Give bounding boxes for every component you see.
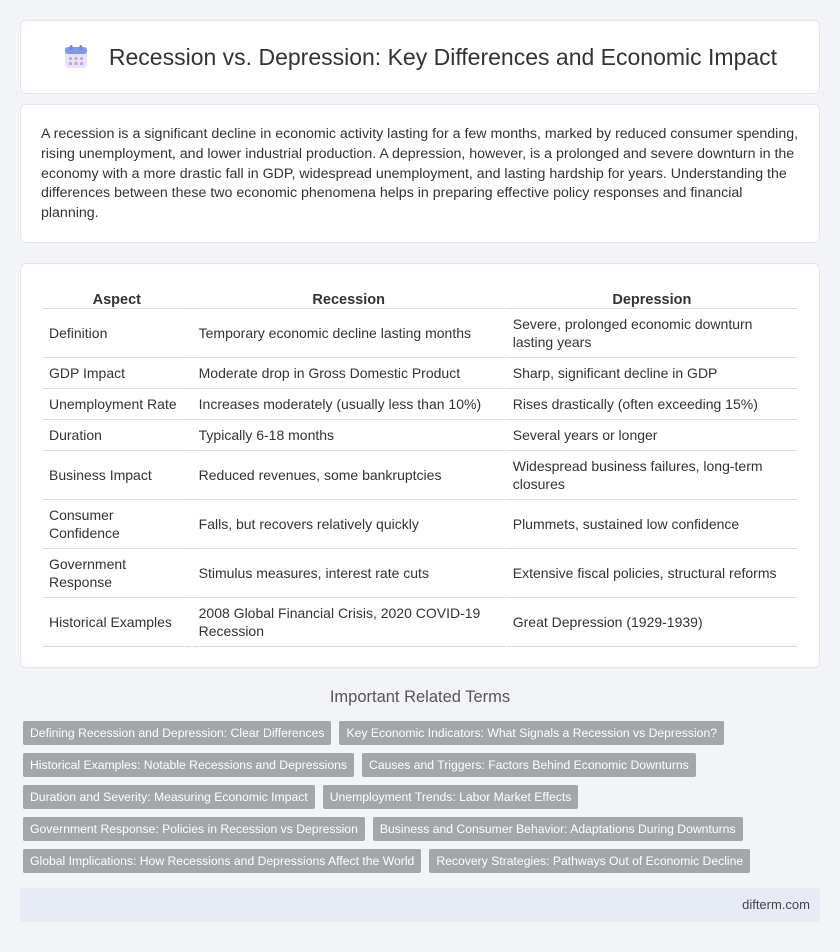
related-terms-list xyxy=(23,721,823,881)
cell-aspect: Business Impact xyxy=(43,451,191,500)
cell-recession: 2008 Global Financial Crisis, 2020 COVID-19 Recession xyxy=(193,598,505,647)
cell-recession: Temporary economic decline lasting months xyxy=(193,309,505,358)
header-aspect: Aspect xyxy=(43,286,191,309)
cell-aspect: Unemployment Rate xyxy=(43,389,191,420)
cell-depression: Extensive fiscal policies, structural reforms xyxy=(507,549,797,598)
related-terms-row xyxy=(23,753,823,777)
related-term-link[interactable]: Unemployment Trends: Labor Market Effects xyxy=(323,785,579,809)
intro-section xyxy=(20,104,820,243)
cell-recession: Stimulus measures, interest rate cuts xyxy=(193,549,505,598)
cell-depression: Severe, prolonged economic downturn lasting years xyxy=(507,309,797,358)
table-header-row xyxy=(43,286,797,309)
page-header xyxy=(20,20,820,94)
cell-depression: Great Depression (1929-1939) xyxy=(507,598,797,647)
table-row xyxy=(43,309,797,358)
cell-depression: Plummets, sustained low confidence xyxy=(507,500,797,549)
related-terms-title: Important Related Terms xyxy=(329,688,511,706)
intro-text: A recession is a significant decline in economic activity lasting for a few months, marked by reduced consumer spending, rising unemployment, and lower industrial production. A depression, however, is a prolonged and severe downturn in the economy with a more drastic fall in GDP, widespread unemployment, and lasting hardship for years. Understanding the differences between these two economic phenomena helps in preparing effective policy responses and financial planning. xyxy=(41,126,799,222)
cell-recession: Typically 6-18 months xyxy=(193,420,505,451)
cell-recession: Moderate drop in Gross Domestic Product xyxy=(193,358,505,389)
cell-aspect: Consumer Confidence xyxy=(43,500,191,549)
related-term-link[interactable]: Recovery Strategies: Pathways Out of Economic Decline xyxy=(429,849,750,873)
cell-recession: Reduced revenues, some bankruptcies xyxy=(193,451,505,500)
header-recession: Recession xyxy=(193,286,505,309)
related-term-link[interactable]: Key Economic Indicators: What Signals a Recession vs Depression? xyxy=(339,721,724,745)
footer-site-link[interactable]: difterm.com xyxy=(742,897,810,912)
related-term-link[interactable]: Duration and Severity: Measuring Economic Impact xyxy=(23,785,315,809)
page-footer xyxy=(20,888,820,922)
page-title: Recession vs. Depression: Key Differences and Economic Impact xyxy=(108,43,778,70)
related-term-link[interactable]: Business and Consumer Behavior: Adaptations During Downturns xyxy=(373,817,743,841)
cell-aspect: GDP Impact xyxy=(43,358,191,389)
cell-depression: Rises drastically (often exceeding 15%) xyxy=(507,389,797,420)
related-term-link[interactable]: Government Response: Policies in Recession vs Depression xyxy=(23,817,365,841)
cell-aspect: Historical Examples xyxy=(43,598,191,647)
cell-aspect: Duration xyxy=(43,420,191,451)
table-row xyxy=(43,598,797,647)
related-terms-row xyxy=(23,721,823,745)
related-term-link[interactable]: Causes and Triggers: Factors Behind Economic Downturns xyxy=(362,753,696,777)
table-row xyxy=(43,389,797,420)
cell-aspect: Definition xyxy=(43,309,191,358)
cell-recession: Increases moderately (usually less than 10%) xyxy=(193,389,505,420)
related-term-link[interactable]: Global Implications: How Recessions and Depressions Affect the World xyxy=(23,849,421,873)
table-row xyxy=(43,549,797,598)
cell-depression: Several years or longer xyxy=(507,420,797,451)
calendar-icon xyxy=(63,44,89,70)
table-row xyxy=(43,451,797,500)
related-terms-row xyxy=(23,817,823,841)
related-term-link[interactable]: Defining Recession and Depression: Clear Differences xyxy=(23,721,331,745)
related-term-link[interactable]: Historical Examples: Notable Recessions and Depressions xyxy=(23,753,354,777)
table-row xyxy=(43,500,797,549)
comparison-table xyxy=(41,286,799,647)
table-row xyxy=(43,420,797,451)
cell-depression: Widespread business failures, long-term closures xyxy=(507,451,797,500)
related-terms-row xyxy=(23,785,823,809)
comparison-table-card xyxy=(20,263,820,668)
header-depression: Depression xyxy=(507,286,797,309)
cell-aspect: Government Response xyxy=(43,549,191,598)
cell-recession: Falls, but recovers relatively quickly xyxy=(193,500,505,549)
related-terms-row xyxy=(23,849,823,873)
cell-depression: Sharp, significant decline in GDP xyxy=(507,358,797,389)
table-row xyxy=(43,358,797,389)
